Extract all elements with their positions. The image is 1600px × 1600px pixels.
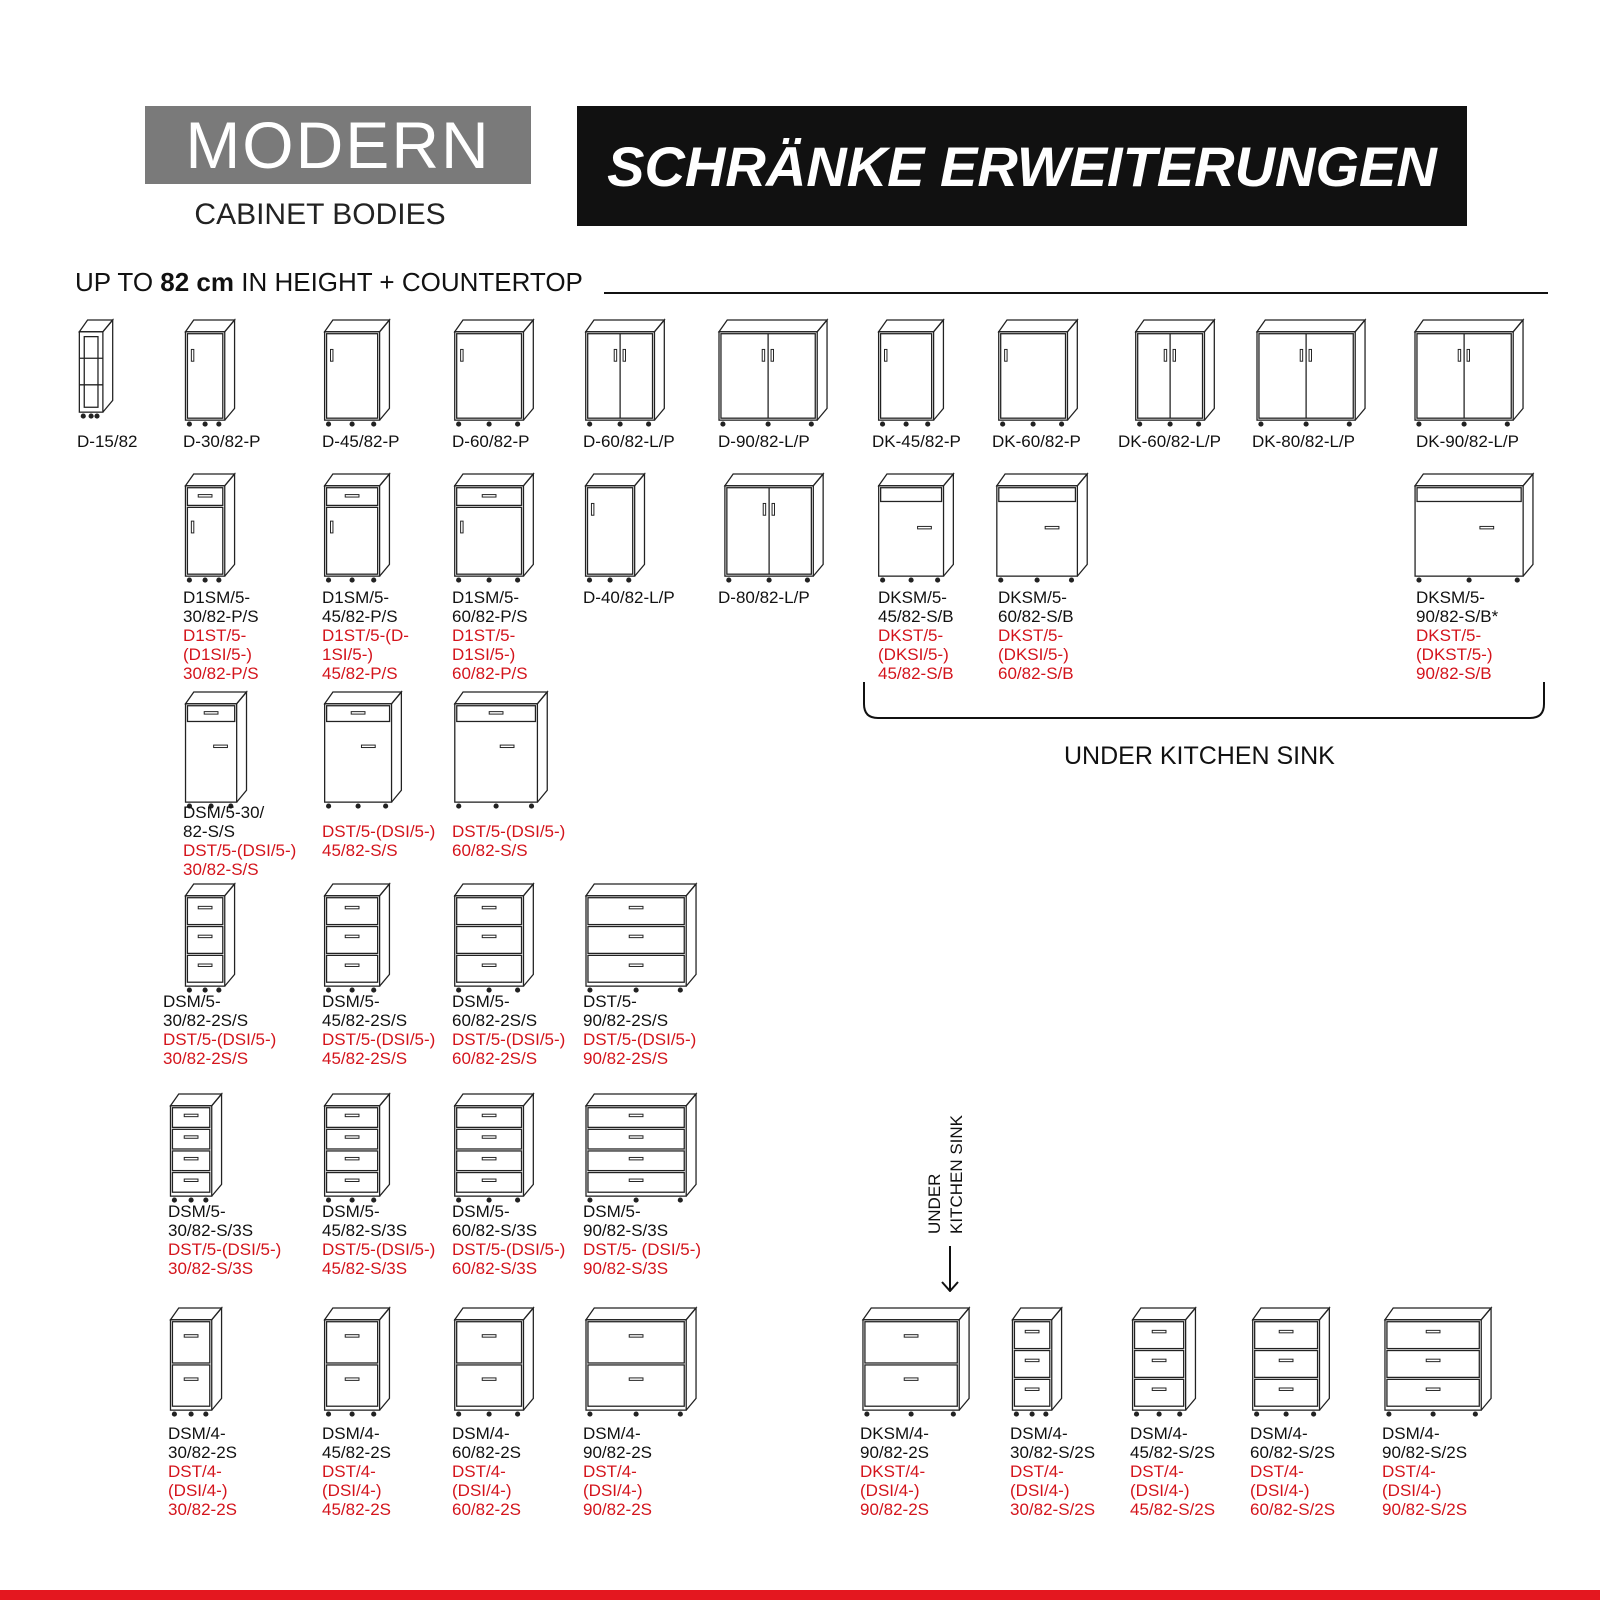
cabinet-drawing [452,318,538,428]
cabinet-drawing [322,472,394,584]
cabinet-drawing [583,1306,701,1418]
cabinet-drawing [452,882,538,994]
cabinet-item [1412,318,1528,428]
cabinet-label: DSM/4- 30/82-S/2S DST/4- (DSI/4-) 30/82-S/2S [1010,1424,1096,1519]
cabinet-drawing [183,318,239,428]
cabinet-item [322,1092,394,1204]
cabinet-label: D-40/82-L/P [583,588,675,607]
cabinet-label: DST/5- 90/82-2S/S DST/5-(DSI/5-) 90/82-2S/S [583,992,697,1068]
cabinet-label: DKSM/5- 60/82-S/B DKST/5- (DKSI/5-) 60/82-S/B [998,588,1074,683]
cabinet-item [583,882,701,994]
down-arrow-icon [940,1246,960,1292]
cabinet-item [452,882,538,994]
cabinet-item [322,1306,394,1418]
under-sink-label: UNDER KITCHEN SINK [1064,742,1335,770]
cabinet-item [168,1306,226,1418]
cabinet-item [1133,318,1219,428]
cabinet-label: DSM/5- 45/82-2S/S DST/5-(DSI/5-) 45/82-2S/S [322,992,436,1068]
cabinet-label: DK-90/82-L/P [1416,432,1519,451]
cabinet-label: DSM/4- 90/82-2S DST/4- (DSI/4-) 90/82-2S [583,1424,652,1519]
section-heading: UP TO 82 cm IN HEIGHT + COUNTERTOP [75,267,583,297]
cabinet-label: DK-80/82-L/P [1252,432,1355,451]
cabinet-label: D-60/82-P [452,432,530,451]
cabinet-label: DSM/5- 30/82-S/3S DST/5-(DSI/5-) 30/82-S/3S [168,1202,282,1278]
cabinet-drawing [996,318,1082,428]
cabinet-label: D1SM/5- 45/82-P/S D1ST/5-(D- 1SI/5-) 45/82-P/S [322,588,409,683]
cabinet-drawing [452,1092,538,1204]
cabinet-label: DSM/4- 90/82-S/2S DST/4- (DSI/4-) 90/82-S/2S [1382,1424,1468,1519]
cabinet-item [322,472,394,584]
cabinet-label: DSM/5- 45/82-S/3S DST/5-(DSI/5-) 45/82-S/3S [322,1202,436,1278]
cabinet-item [722,472,828,584]
cabinet-item [452,318,538,428]
cabinet-label: D-45/82-P [322,432,400,451]
cabinet-drawing [1412,472,1538,584]
cabinet-item [1010,1306,1066,1418]
brand-box: MODERN [145,106,531,184]
cabinet-drawing [1130,1306,1200,1418]
cabinet-item [1130,1306,1200,1418]
cabinet-item [183,472,239,584]
cabinet-drawing [322,318,394,428]
cabinet-drawing [716,318,832,428]
cabinet-label: DSM/5- 30/82-2S/S DST/5-(DSI/5-) 30/82-2S/S [163,992,277,1068]
cabinet-item [583,1306,701,1418]
under-sink-vertical-label: UNDER KITCHEN SINK [925,1114,966,1234]
cabinet-drawing [322,1306,394,1418]
cabinet-label: DK-45/82-P [872,432,961,451]
cabinet-label: DSM/5- 90/82-S/3S DST/5- (DSI/5-) 90/82-S/3S [583,1202,702,1278]
cabinet-drawing [322,690,406,810]
cabinet-item [322,318,394,428]
cabinet-item [996,318,1082,428]
cabinet-label: DSM/4- 60/82-2S DST/4- (DSI/4-) 60/82-2S [452,1424,521,1519]
cabinet-item [452,1092,538,1204]
cabinet-label: DSM/4- 30/82-2S DST/4- (DSI/4-) 30/82-2S [168,1424,237,1519]
cabinet-drawing [183,690,251,810]
cabinet-drawing [322,1092,394,1204]
under-sink-bracket [862,682,1546,722]
cabinet-drawing [183,882,239,994]
cabinet-drawing [322,882,394,994]
cabinet-item [583,318,669,428]
cabinet-item [452,690,552,810]
cabinet-label: DSM/5- 60/82-S/3S DST/5-(DSI/5-) 60/82-S/3S [452,1202,566,1278]
cabinet-label: DSM/4- 45/82-2S DST/4- (DSI/4-) 45/82-2S [322,1424,391,1519]
cabinet-item [322,690,406,810]
cabinet-drawing [1382,1306,1496,1418]
cabinet-item [77,318,117,420]
cabinet-drawing [583,472,649,584]
cabinet-drawing [583,318,669,428]
cabinet-label: DSM/4- 60/82-S/2S DST/4- (DSI/4-) 60/82-S/2S [1250,1424,1336,1519]
cabinet-label: DK-60/82-P [992,432,1081,451]
cabinet-label: D1SM/5- 30/82-P/S D1ST/5- (D1SI/5-) 30/82-P/S [183,588,259,683]
cabinet-item [583,1092,701,1204]
cabinet-item [1412,472,1538,584]
cabinet-label: DKSM/4- 90/82-2S DKST/4- (DSI/4-) 90/82-2S [860,1424,929,1519]
cabinet-item [860,1306,974,1418]
cabinet-item [1250,1306,1334,1418]
cabinet-drawing [583,1092,701,1204]
cabinet-item [183,690,251,810]
cabinet-drawing [452,472,538,584]
cabinet-label: DK-60/82-L/P [1118,432,1221,451]
cabinet-item [1382,1306,1496,1418]
cabinet-label: D1SM/5- 60/82-P/S D1ST/5- D1SI/5-) 60/82-P/S [452,588,528,683]
cabinet-drawing [876,318,948,428]
cabinet-label: D-60/82-L/P [583,432,675,451]
cabinet-label: DKSM/5- 45/82-S/B DKST/5- (DKSI/5-) 45/82-S/B [878,588,954,683]
cabinet-drawing [168,1306,226,1418]
cabinet-item [183,318,239,428]
cabinet-item [583,472,649,584]
cabinet-drawing [1250,1306,1334,1418]
cabinet-label: DSM/4- 45/82-S/2S DST/4- (DSI/4-) 45/82-S/2S [1130,1424,1216,1519]
cabinet-drawing [452,690,552,810]
cabinet-label: D-15/82 [77,432,138,451]
cabinet-drawing [1133,318,1219,428]
bottom-accent-bar [0,1590,1600,1600]
heading-rule [604,292,1548,294]
cabinet-item [452,1306,538,1418]
cabinet-item [1254,318,1370,428]
cabinet-drawing [452,1306,538,1418]
cabinet-drawing [583,882,701,994]
cabinet-item [322,882,394,994]
cabinet-drawing [876,472,958,584]
cabinet-item [452,472,538,584]
cabinet-item [994,472,1092,584]
cabinet-label: DST/5-(DSI/5-) 60/82-S/S [452,822,566,860]
cabinet-label: DSM/5-30/ 82-S/S DST/5-(DSI/5-) 30/82-S/S [183,803,297,879]
cabinet-item [876,472,958,584]
cabinet-drawing [722,472,828,584]
cabinet-drawing [77,318,117,420]
cabinet-drawing [183,472,239,584]
cabinet-item [183,882,239,994]
brand-subtitle: CABINET BODIES [194,198,446,231]
banner-title: SCHRÄNKE ERWEITERUNGEN [577,106,1467,226]
cabinet-drawing [994,472,1092,584]
cabinet-drawing [1254,318,1370,428]
cabinet-label: D-80/82-L/P [718,588,810,607]
cabinet-drawing [860,1306,974,1418]
cabinet-label: DSM/5- 60/82-2S/S DST/5-(DSI/5-) 60/82-2S/S [452,992,566,1068]
cabinet-label: D-90/82-L/P [718,432,810,451]
cabinet-drawing [1010,1306,1066,1418]
cabinet-item [716,318,832,428]
cabinet-item [876,318,948,428]
cabinet-drawing [168,1092,226,1204]
cabinet-label: DKSM/5- 90/82-S/B* DKST/5- (DKST/5-) 90/82-S/B [1416,588,1499,683]
cabinet-label: D-30/82-P [183,432,261,451]
cabinet-drawing [1412,318,1528,428]
cabinet-item [168,1092,226,1204]
cabinet-label: DST/5-(DSI/5-) 45/82-S/S [322,822,436,860]
